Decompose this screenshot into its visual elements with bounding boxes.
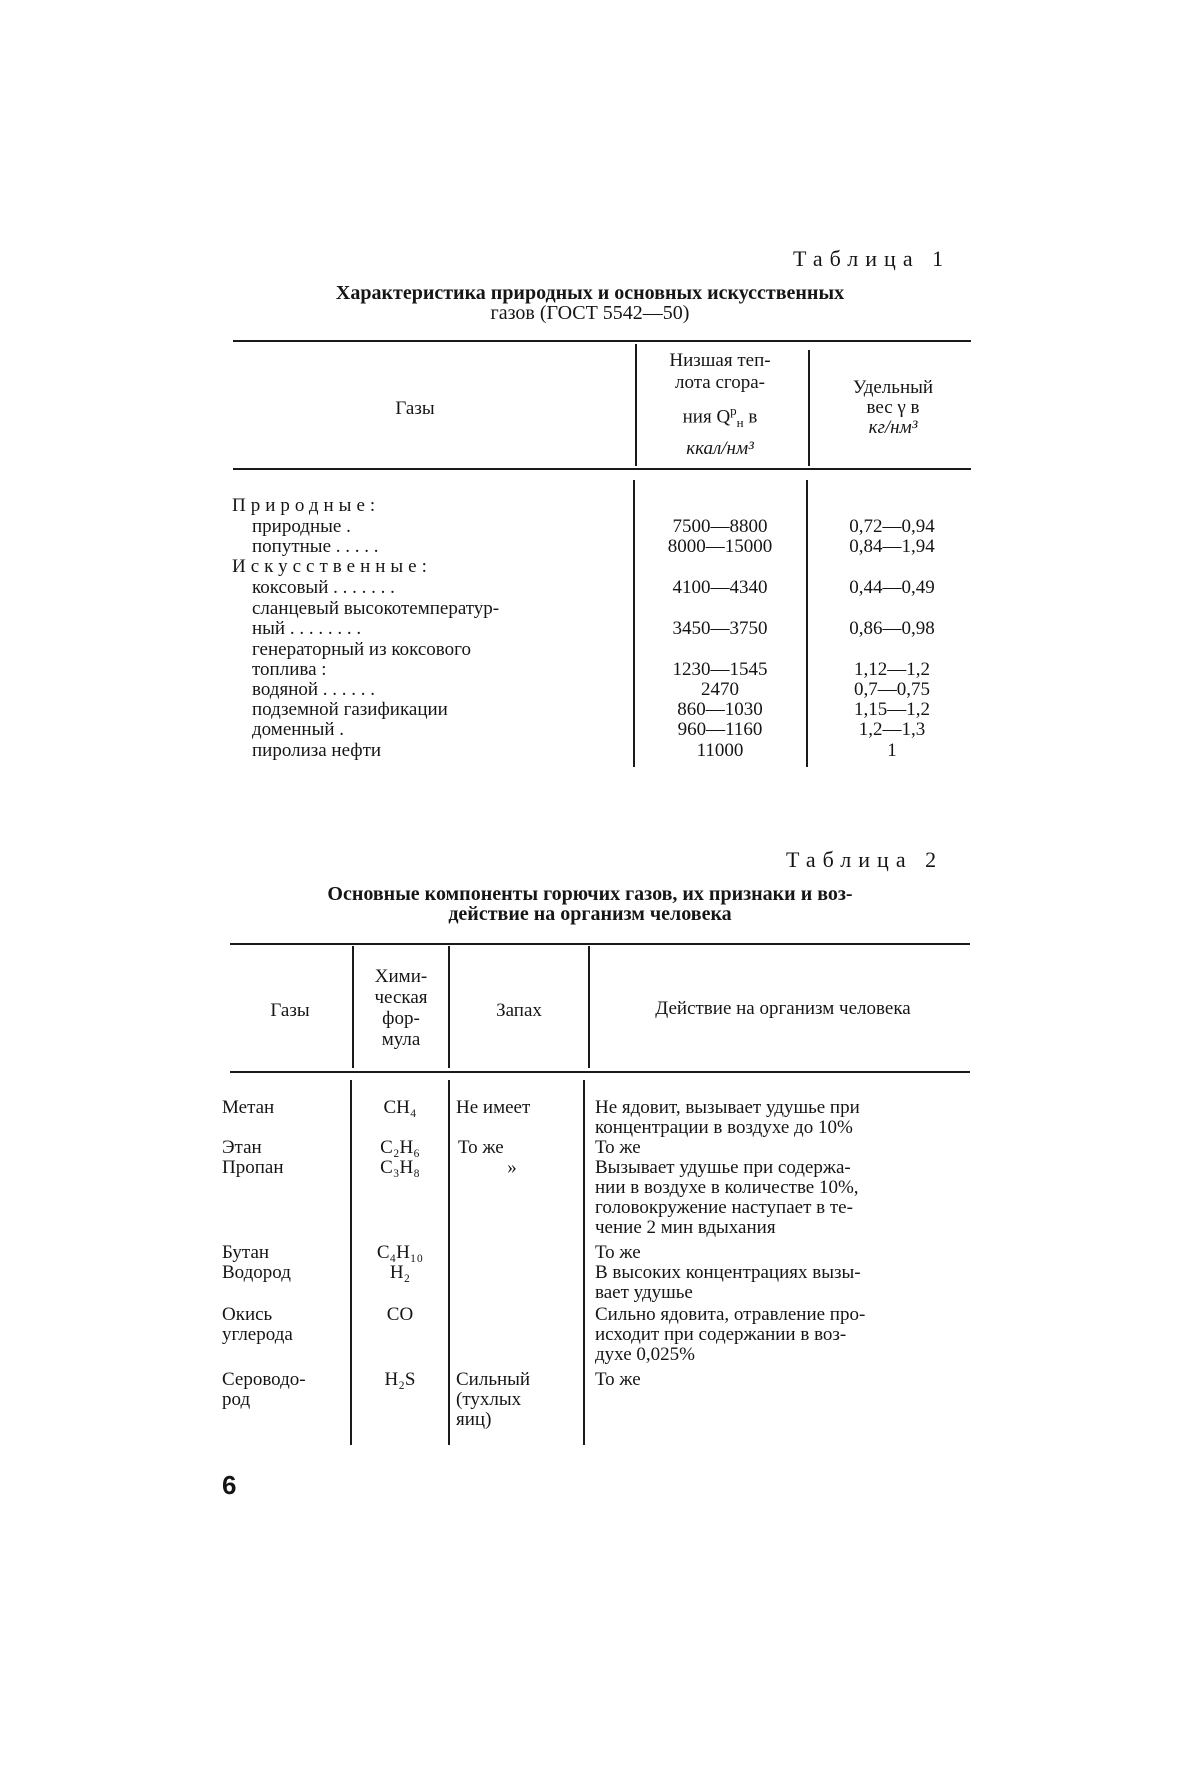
table1-title-line1: Характеристика природных и основных искусственных xyxy=(335,282,845,304)
table2-row-effect: нии в воздухе в количестве 10%, xyxy=(595,1177,859,1198)
table1-header-heat xyxy=(640,350,800,460)
table1-header-weight xyxy=(818,378,968,438)
table1-caption: Таблица 1 xyxy=(793,246,951,271)
table2-row-effect: головокружение наступает в те- xyxy=(595,1197,853,1218)
table1-row-name: водяной . . . . . . xyxy=(252,679,376,700)
table2-row-formula: CO xyxy=(386,1304,414,1325)
table2-row-gas: Пропан xyxy=(222,1157,284,1178)
formula-header-line: фор- xyxy=(382,1008,420,1029)
table2-body-divider-2 xyxy=(448,1080,450,1445)
table1-title-line2: газов (ГОСТ 5542—50) xyxy=(490,302,690,324)
table2-row-gas: Водород xyxy=(222,1262,291,1283)
table2-title-line2: действие на организм человека xyxy=(448,903,732,925)
table1-row-weight: 1 xyxy=(887,740,897,761)
table1-row-name-wrap: сланцевый высокотемператур- xyxy=(252,598,500,619)
table1-row-weight: 0,86—0,98 xyxy=(849,618,935,639)
table2-row-gas: Окись xyxy=(222,1304,273,1325)
table1-row-weight: 0,7—0,75 xyxy=(854,679,930,700)
table1-row-weight: 0,84—1,94 xyxy=(849,536,935,557)
table2-row-effect: Сильно ядовита, отравление про- xyxy=(595,1304,866,1325)
table1-row-weight: 1,12—1,2 xyxy=(854,659,930,680)
table2-row-effect: концентрации в воздухе до 10% xyxy=(595,1117,853,1138)
table1-row-name-wrap: генераторный из коксового xyxy=(252,639,471,660)
table2-row-gas: Сероводо- xyxy=(222,1369,306,1390)
table2-title-line1: Основные компоненты горючих газов, их признаки и воз- xyxy=(327,883,853,905)
table1-row-name: подземной газификации xyxy=(252,699,448,720)
table1-row-weight: 1,2—1,3 xyxy=(858,719,926,740)
table2-row-effect: Вызывает удушье при содержа- xyxy=(595,1157,851,1178)
table1-row-heat: 11000 xyxy=(696,740,744,761)
heat-q-symbol: ния Q xyxy=(682,406,731,428)
table2-header-formula xyxy=(355,966,447,1050)
table2-row-gas: род xyxy=(222,1389,251,1410)
weight-line2: вес γ в xyxy=(866,397,920,418)
heat-line1: Низшая теп- xyxy=(669,350,771,371)
heat-line2: лота сгора- xyxy=(675,372,765,393)
table2-header-divider-2 xyxy=(448,946,450,1068)
table2-row-effect: вает удушье xyxy=(595,1282,693,1303)
table1-row-name: топлива : xyxy=(252,659,327,680)
weight-unit: кг/нм³ xyxy=(868,417,918,438)
table2-row-effect: То же xyxy=(595,1137,641,1158)
table2-row-smell: Сильный xyxy=(456,1369,531,1390)
table2-caption: Таблица 2 xyxy=(786,847,944,872)
table1-row-name: ный . . . . . . . . xyxy=(252,618,362,639)
table1-row-heat: 4100—4340 xyxy=(672,577,768,598)
table1-row-name: природные . xyxy=(252,516,351,537)
page-number: 6 xyxy=(222,1470,237,1500)
table1-group-natural: Природные: xyxy=(232,495,381,516)
table2-header-gas: Газы xyxy=(270,1000,310,1021)
table1-row-weight: 0,44—0,49 xyxy=(849,577,935,598)
table2-row-gas: углерода xyxy=(222,1324,293,1345)
table2-row-formula: H₂ xyxy=(389,1262,411,1283)
heat-sup: р xyxy=(730,403,737,418)
table1-row-name: коксовый . . . . . . . xyxy=(252,577,395,598)
table1-header-gas: Газы xyxy=(395,398,435,419)
table1-row-heat: 3450—3750 xyxy=(672,618,768,639)
heat-sub: н xyxy=(736,415,744,431)
table1-group-artificial: Искусственные: xyxy=(232,556,432,577)
table2-row-smell: То же xyxy=(458,1137,504,1158)
table2-row-gas: Метан xyxy=(222,1097,275,1118)
table2-header-divider-3 xyxy=(588,946,590,1068)
table1-row-heat: 860—1030 xyxy=(677,699,763,720)
table2-row-effect: чение 2 мин вдыхания xyxy=(595,1217,776,1238)
table1-row-name: пиролиза нефти xyxy=(252,740,382,761)
formula-header-line: мула xyxy=(381,1029,421,1050)
table1-row-weight: 1,15—1,2 xyxy=(854,699,930,720)
formula-header-line: Хими- xyxy=(374,966,428,987)
table1-row-heat: 1230—1545 xyxy=(672,659,768,680)
table2-row-effect: В высоких концентрациях вызы- xyxy=(595,1262,861,1283)
table2-header-divider-1 xyxy=(352,946,354,1068)
table2-row-gas: Этан xyxy=(222,1137,262,1158)
heat-in: в xyxy=(743,406,758,428)
table2-row-formula: H₂S xyxy=(384,1369,416,1390)
table1-row-heat: 8000—15000 xyxy=(667,536,773,557)
table2-header-effect: Действие на организм человека xyxy=(655,998,911,1019)
table1-header-divider-2 xyxy=(808,350,810,466)
formula-header-line: ческая xyxy=(374,987,428,1008)
table2-row-effect: То же xyxy=(595,1369,641,1390)
table2-row-formula: CH₄ xyxy=(383,1097,417,1118)
table2-header-smell: Запах xyxy=(496,1000,542,1021)
table1-row-heat: 7500—8800 xyxy=(672,516,768,537)
table1-row-heat: 2470 xyxy=(701,679,739,700)
table1-body-divider-1 xyxy=(633,480,635,767)
table1-row-name: доменный . xyxy=(252,719,345,740)
table1-body-divider-2 xyxy=(806,480,808,767)
table1-row-heat: 960—1160 xyxy=(677,719,763,740)
table2-header-rule xyxy=(230,1071,970,1073)
table1-row-name: попутные . . . . . xyxy=(252,536,379,557)
table2-row-effect: Не ядовит, вызывает удушье при xyxy=(595,1097,860,1118)
table1-header-divider-1 xyxy=(635,344,637,466)
table2-row-smell: » xyxy=(507,1157,517,1178)
table2-row-smell: Не имеет xyxy=(456,1097,531,1118)
table1-top-rule xyxy=(233,340,971,342)
table2-row-formula: C₄H₁₀ xyxy=(376,1242,424,1263)
table2-row-smell: яиц) xyxy=(456,1409,492,1430)
table2-body-divider-1 xyxy=(350,1080,352,1445)
table1-header-rule xyxy=(233,468,971,470)
table2-row-effect: То же xyxy=(595,1242,641,1263)
table2-body-divider-3 xyxy=(583,1080,585,1445)
weight-line1: Удельный xyxy=(852,377,934,398)
heat-unit: ккал/нм³ xyxy=(686,438,754,460)
table2-row-gas: Бутан xyxy=(222,1242,270,1263)
table2-row-effect: духе 0,025% xyxy=(595,1344,695,1365)
table2-row-formula: C₃H₈ xyxy=(380,1157,420,1178)
heat-line3 xyxy=(640,400,800,434)
table1-row-weight: 0,72—0,94 xyxy=(849,516,935,537)
table2-row-smell: (тухлых xyxy=(456,1389,522,1410)
table2-row-effect: исходит при содержании в воз- xyxy=(595,1324,847,1345)
table2-top-rule xyxy=(230,943,970,945)
table2-row-formula: C₂H₆ xyxy=(380,1137,420,1158)
